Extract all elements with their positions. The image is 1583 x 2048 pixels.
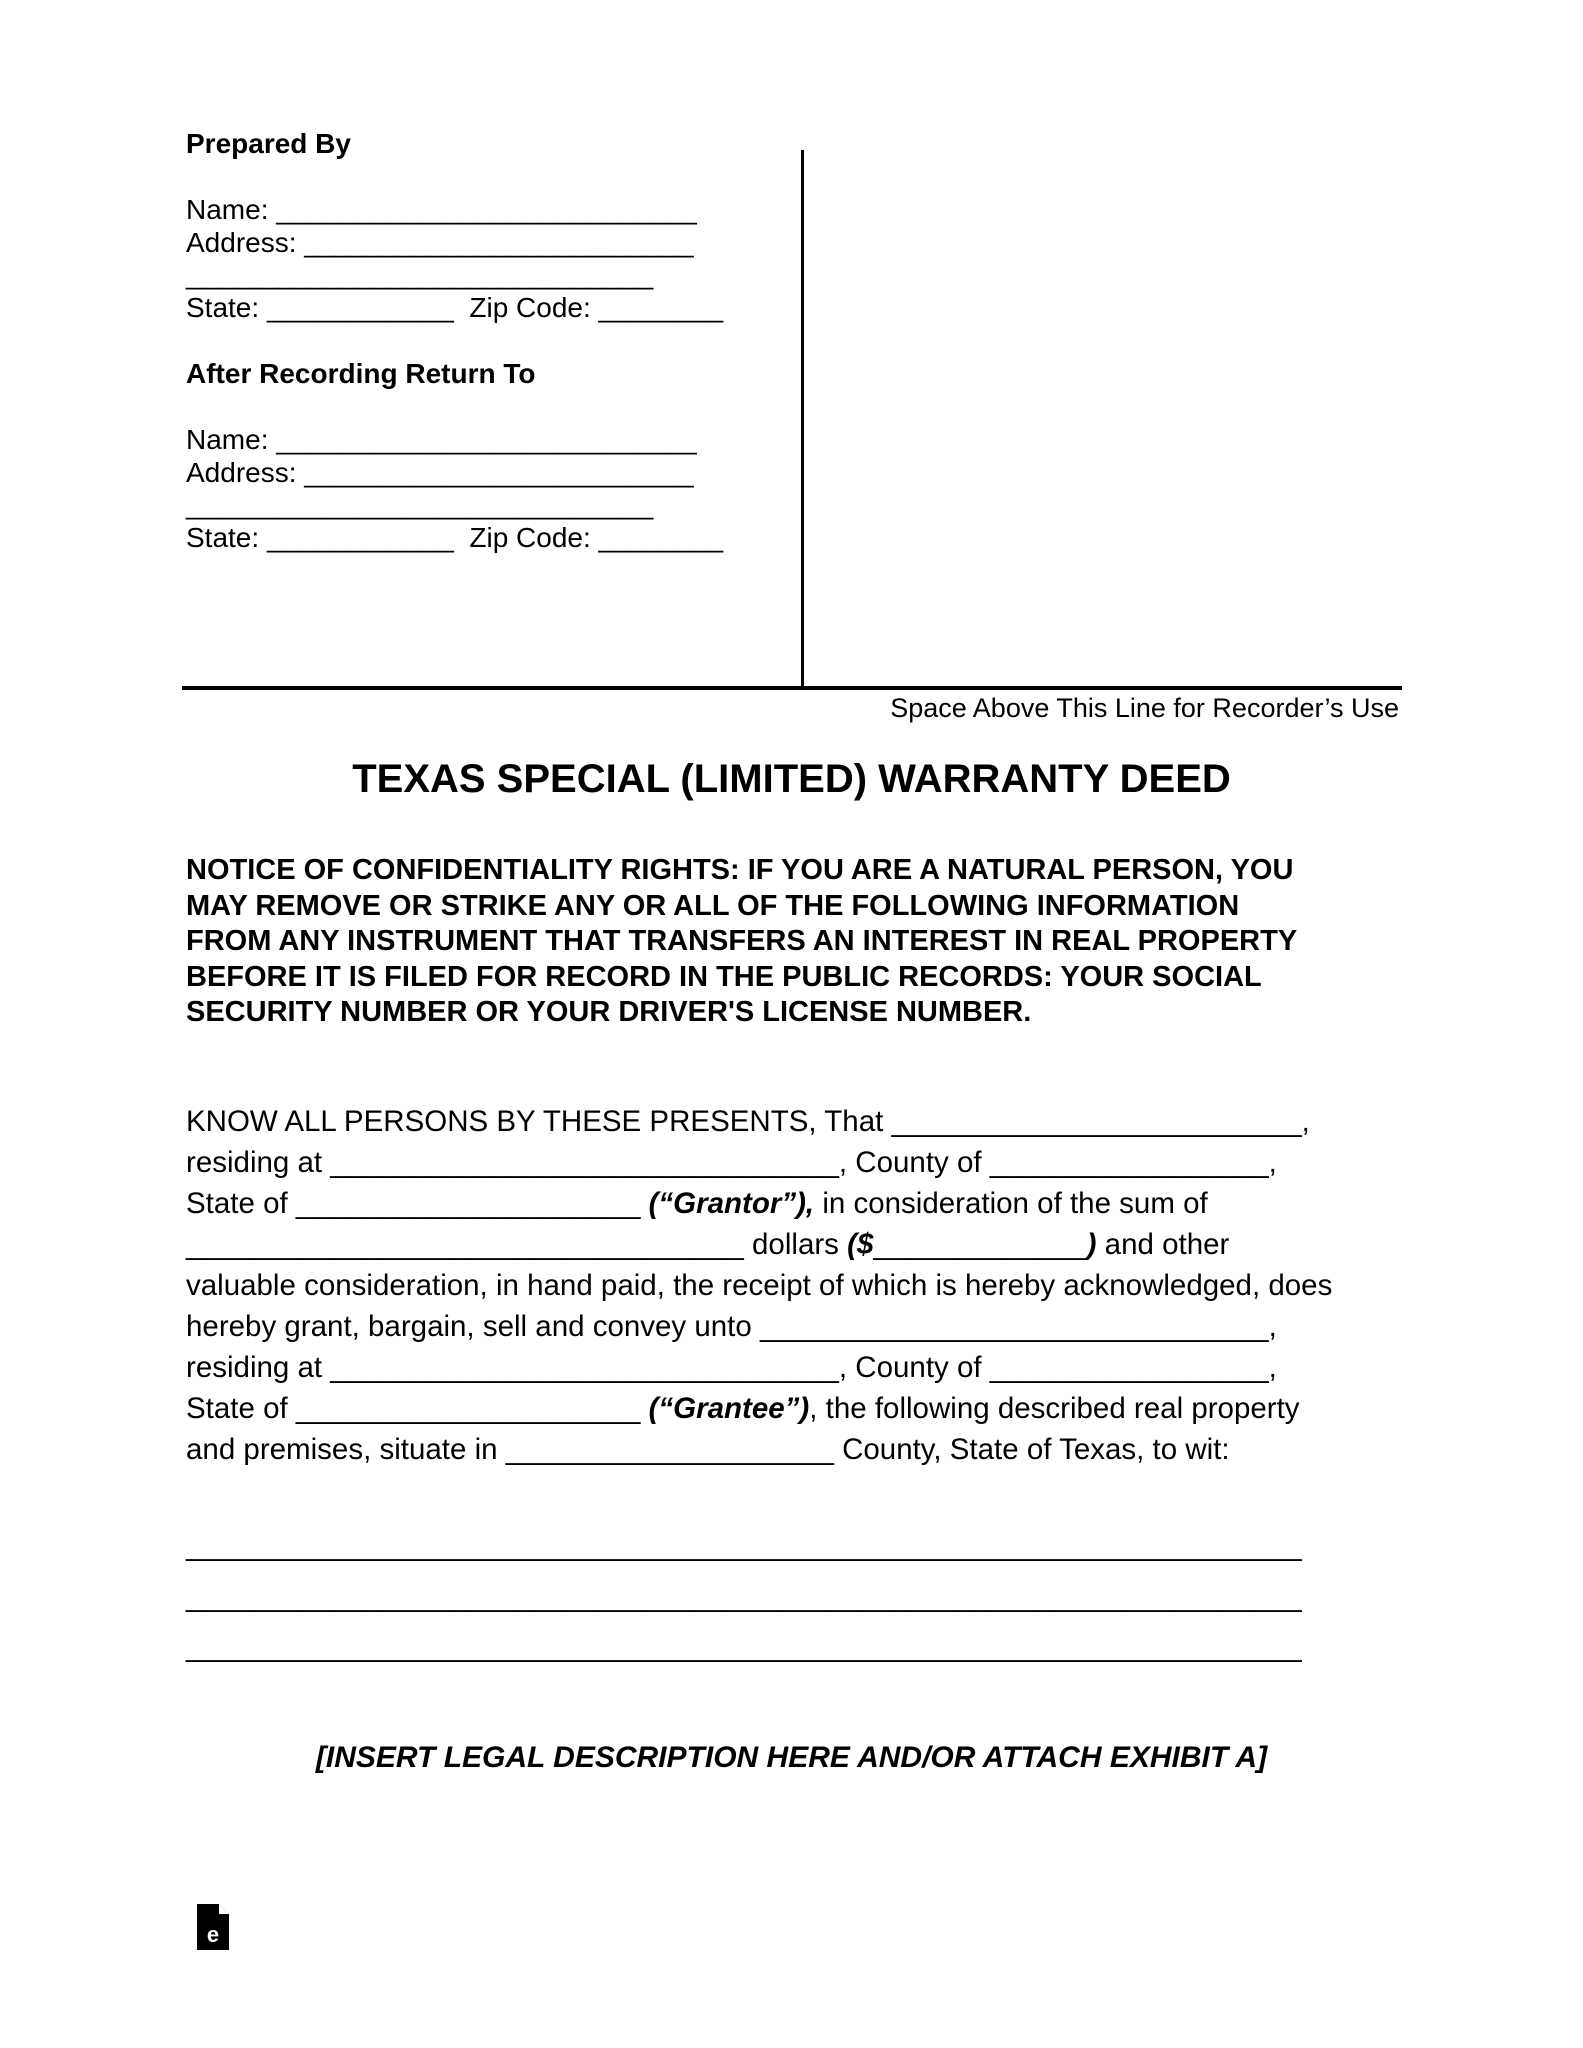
document-e-icon: [195, 1902, 231, 1952]
notice-line: BEFORE IT IS FILED FOR RECORD IN THE PUBLIC RECORDS: YOUR SOCIAL: [186, 960, 1262, 993]
notice-line: MAY REMOVE OR STRIKE ANY OR ALL OF THE FOLLOWING INFORMATION: [186, 889, 1240, 922]
grantee-label: (“Grantee”): [648, 1392, 810, 1425]
dollar-amount-field: _____________: [873, 1228, 1087, 1261]
body-line-4: [186, 1228, 1229, 1262]
body-line-1: KNOW ALL PERSONS BY THESE PRESENTS, That _________________________,: [186, 1105, 1310, 1138]
description-line: ____________________________________________________________________: [186, 1580, 1302, 1613]
svg-text:e: e: [206, 1922, 220, 1947]
consideration-text: in consideration of the sum of: [814, 1187, 1208, 1220]
notice-line: NOTICE OF CONFIDENTIALITY RIGHTS: IF YOU ARE A NATURAL PERSON, YOU: [186, 854, 1294, 886]
and-other-text: and other: [1096, 1228, 1230, 1261]
body-line-9: and premises, situate in ____________________ County, State of Texas, to wit:: [186, 1433, 1230, 1466]
return-to-address-line: Address: _________________________: [186, 457, 694, 488]
body-line-6: hereby grant, bargain, sell and convey unto _______________________________,: [186, 1310, 1277, 1343]
dollar-sign: ($: [847, 1228, 874, 1261]
recorder-note: Space Above This Line for Recorder’s Use: [890, 693, 1399, 723]
notice-line: SECURITY NUMBER OR YOUR DRIVER'S LICENSE NUMBER.: [186, 996, 1032, 1028]
property-text: , the following described real property: [809, 1392, 1300, 1425]
return-to-name-line: Name: ___________________________: [186, 424, 697, 455]
legal-description-placeholder: [INSERT LEGAL DESCRIPTION HERE AND/OR ATTACH EXHIBIT A]: [315, 1741, 1268, 1774]
recorder-box-horizontal-divider: [182, 686, 1402, 690]
prepared-by-state-line: State: ____________ Zip Code: ________: [186, 292, 724, 323]
body-line-3: [186, 1187, 1208, 1221]
notice-line: FROM ANY INSTRUMENT THAT TRANSFERS AN INTEREST IN REAL PROPERTY: [186, 925, 1298, 957]
return-to-heading: After Recording Return To: [186, 358, 536, 389]
return-to-state-line: State: ____________ Zip Code: ________: [186, 522, 724, 553]
description-line: ____________________________________________________________________: [186, 1529, 1302, 1562]
document-title: TEXAS SPECIAL (LIMITED) WARRANTY DEED: [352, 757, 1231, 801]
prepared-by-heading: Prepared By: [186, 128, 351, 159]
body-line-7: residing at _______________________________, County of _________________,: [186, 1351, 1277, 1384]
body-line-5: valuable consideration, in hand paid, the receipt of which is hereby acknowledged, does: [186, 1269, 1333, 1302]
description-line: ____________________________________________________________________: [186, 1630, 1302, 1663]
dollars-field: __________________________________ dollars: [186, 1228, 848, 1261]
dollar-close-paren: ): [1086, 1228, 1097, 1261]
grantee-state-field: State of _____________________: [186, 1392, 649, 1425]
prepared-by-address-line: Address: _________________________: [186, 227, 694, 258]
grantor-state-field: State of _____________________: [186, 1187, 649, 1220]
return-to-blank-line: ______________________________: [186, 489, 654, 520]
grantor-label: (“Grantor”),: [648, 1187, 815, 1220]
body-line-2: residing at _______________________________, County of _________________,: [186, 1146, 1277, 1179]
body-line-8: [186, 1392, 1300, 1426]
recorder-box-vertical-divider: [801, 150, 804, 688]
prepared-by-blank-line: ______________________________: [186, 259, 654, 290]
confidentiality-notice: [186, 853, 1406, 1031]
prepared-by-name-line: Name: ___________________________: [186, 194, 697, 225]
